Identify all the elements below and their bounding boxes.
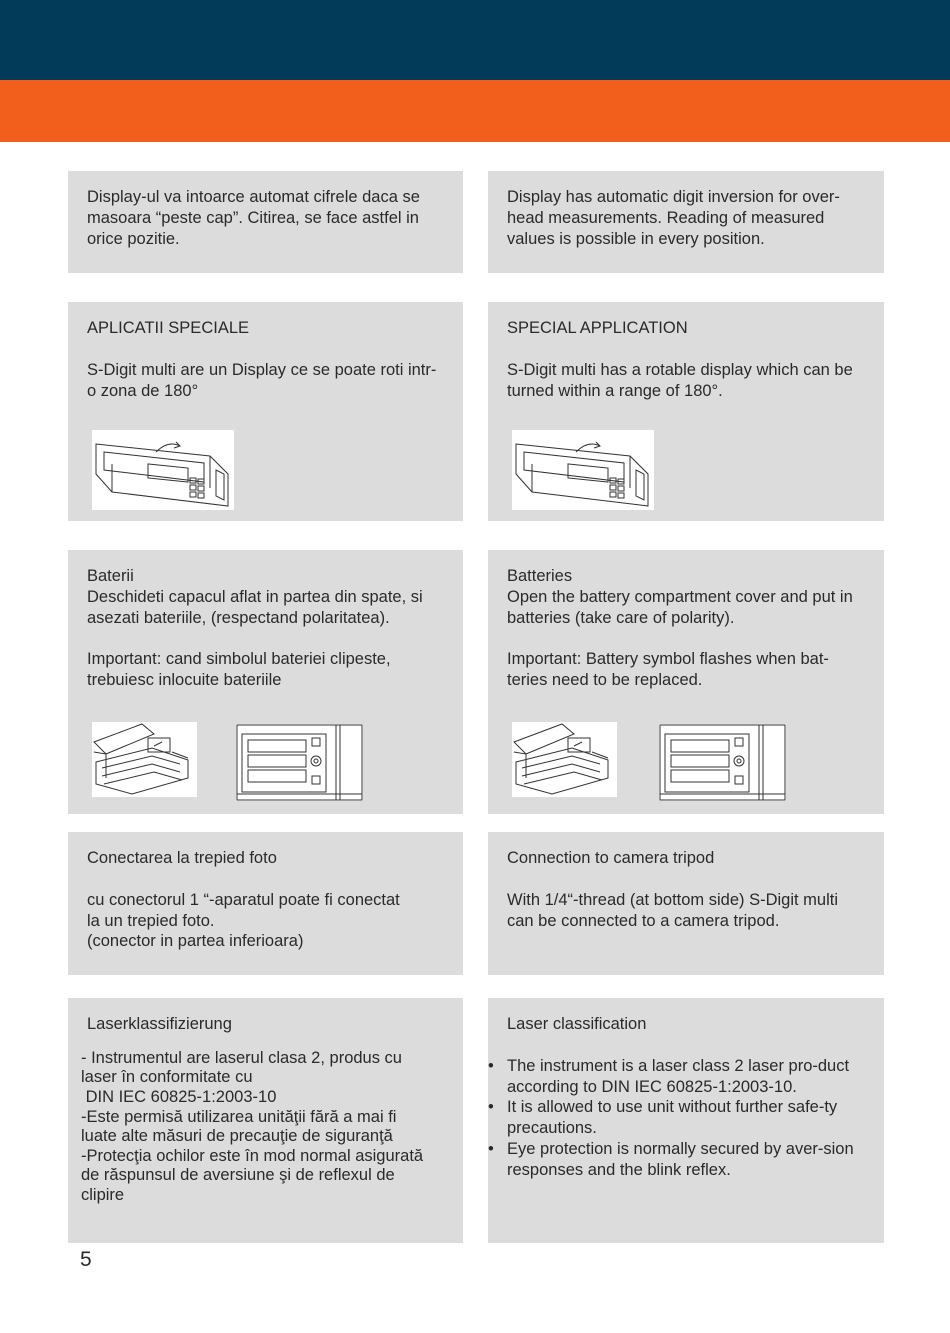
- battery-note-ro: Important: cand simbolul bateriei clipeste, trebuiesc inlocuite bateriile: [87, 650, 391, 690]
- laser-line-ro: -Este permisă utilizarea unităţii fără a mai fi: [81, 1107, 397, 1126]
- laser-box-ro: [68, 998, 463, 1243]
- battery-compartment-illustration: [659, 724, 786, 801]
- laser-line-ro: DIN IEC 60825-1:2003-10: [81, 1087, 277, 1106]
- tripod-line-ro: la un trepied foto.: [87, 911, 215, 930]
- display-text-ro: Display-ul va intoarce automat cifrele daca se masoara “peste cap”. Citirea, se face astfel in orice pozitie.: [87, 188, 420, 248]
- laser-bullet-item: • Eye protection is normally secured by aver-sion responses and the blink reflex.: [507, 1139, 864, 1181]
- accent-band: [0, 80, 950, 142]
- display-box-en: [488, 171, 884, 273]
- tripod-box-en: [488, 832, 884, 975]
- battery-text-en: Open the battery compartment cover and put in batteries (take care of polarity).: [507, 587, 853, 627]
- display-box-ro: [68, 171, 463, 273]
- laser-line-ro: laser în conformitate cu: [81, 1068, 253, 1087]
- tripod-line-ro: cu conectorul 1 “-aparatul poate fi conectat: [87, 890, 400, 909]
- battery-cover-illustration: [512, 722, 617, 797]
- display-text-en: Display has automatic digit inversion for over-head measurements. Reading of measured values is possible in every position.: [507, 188, 840, 248]
- battery-compartment-illustration: [236, 724, 363, 801]
- special-text-ro: S-Digit multi are un Display ce se poate roti intr-o zona de 180°: [87, 360, 437, 400]
- laser-box-en: [488, 998, 884, 1243]
- tripod-title-en: Connection to camera tripod: [507, 849, 715, 867]
- battery-title-en: Batteries: [507, 567, 573, 585]
- battery-title-ro: Baterii: [87, 567, 134, 585]
- battery-note-en: Important: Battery symbol flashes when bat-teries need to be replaced.: [507, 650, 829, 690]
- special-title-en: SPECIAL APPLICATION: [507, 319, 688, 337]
- level-display-illustration: [92, 430, 234, 510]
- special-text-en: S-Digit multi has a rotable display which can be turned within a range of 180°.: [507, 360, 853, 400]
- level-display-illustration: [512, 430, 654, 510]
- laser-line-ro: de răspunsul de aversiune şi de reflexul de: [81, 1166, 395, 1185]
- laser-title-en: Laser classification: [507, 1015, 647, 1033]
- header-band: [0, 0, 950, 80]
- tripod-title-ro: Conectarea la trepied foto: [87, 849, 277, 867]
- laser-text-ro: [81, 1049, 443, 1206]
- laser-bullet-item: • The instrument is a laser class 2 laser pro-duct according to DIN IEC 60825-1:2003-10.: [507, 1056, 864, 1098]
- tripod-box-ro: [68, 832, 463, 975]
- laser-line-ro: - Instrumentul are laserul clasa 2, produs cu: [81, 1048, 402, 1067]
- tripod-line-ro: (conector in partea inferioara): [87, 932, 304, 951]
- battery-cover-illustration: [92, 722, 197, 797]
- tripod-text-en: With 1/4“-thread (at bottom side) S-Digit multi can be connected to a camera tripod.: [507, 890, 839, 930]
- special-title-ro: APLICATII SPECIALE: [87, 319, 250, 337]
- laser-line-ro: clipire: [81, 1185, 125, 1204]
- laser-title-ro: Laserklassifizierung: [87, 1015, 232, 1033]
- laser-line-ro: luate alte măsuri de precauţie de siguranţă: [81, 1127, 393, 1146]
- laser-line-ro: -Protecţia ochilor este în mod normal asigurată: [81, 1146, 424, 1165]
- laser-bullet-list: [507, 1056, 864, 1181]
- laser-bullet-item: • It is allowed to use unit without further safe-ty precautions.: [507, 1097, 864, 1139]
- page-number: 5: [80, 1248, 92, 1271]
- battery-text-ro: Deschideti capacul aflat in partea din spate, si asezati bateriile, (respectand polaritatea).: [87, 587, 423, 627]
